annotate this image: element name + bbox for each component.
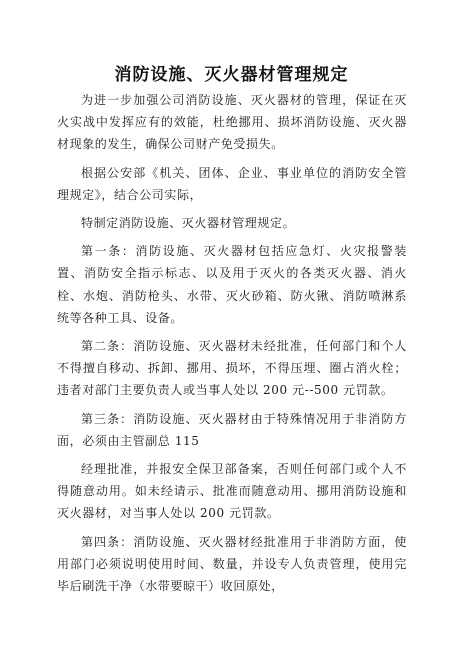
document-body xyxy=(57,89,407,597)
paragraph-basis: 根据公安部《机关、团体、企业、事业单位的消防安全管理规定》，结合公司实际， xyxy=(57,165,407,202)
document-title: 消防设施、灭火器材管理规定 xyxy=(114,65,349,85)
paragraph-article-1: 第一条：消防设施、灭火器材包括应急灯、火灾报警装置、消防安全指示标志、以及用于灭火的各类灭火器、消火栓、水炮、消防枪头、水带、灭火砂箱、防火锹、消防喷淋系统等各种工具、设备。 xyxy=(57,244,407,325)
paragraph-enactment: 特制定消防设施、灭火器材管理规定。 xyxy=(81,216,296,231)
paragraph-article-2: 第二条：消防设施、灭火器材未经批准，任何部门和个人不得擅自移动、拆卸、挪用、损坏，不得压埋、圈占消火栓；违者对部门主要负责人或当事人处以 200 元--500 元罚款。 xyxy=(57,339,407,398)
paragraph-intro: 为进一步加强公司消防设施、灭火器材的管理，保证在灭火实战中发挥应有的效能，杜绝挪用、损坏消防设施、灭火器材现象的发生，确保公司财产免受损失。 xyxy=(57,93,407,152)
paragraph-article-3: 第三条：消防设施、灭火器材由于特殊情况用于非消防方面，必须由主管副总 115 xyxy=(57,411,407,448)
paragraph-article-3-continued: 经理批准，并报安全保卫部备案，否则任何部门或个人不得随意动用。如未经请示、批准而随意动用、挪用消防设施和灭火器材，对当事人处以 200 元罚款。 xyxy=(57,462,407,521)
paragraph-article-4: 第四条：消防设施、灭火器材经批准用于非消防方面，使用部门必须说明使用时间、数量，并设专人负责管理，使用完毕后刷洗干净（水带要晾干）收回原处， xyxy=(57,534,407,594)
